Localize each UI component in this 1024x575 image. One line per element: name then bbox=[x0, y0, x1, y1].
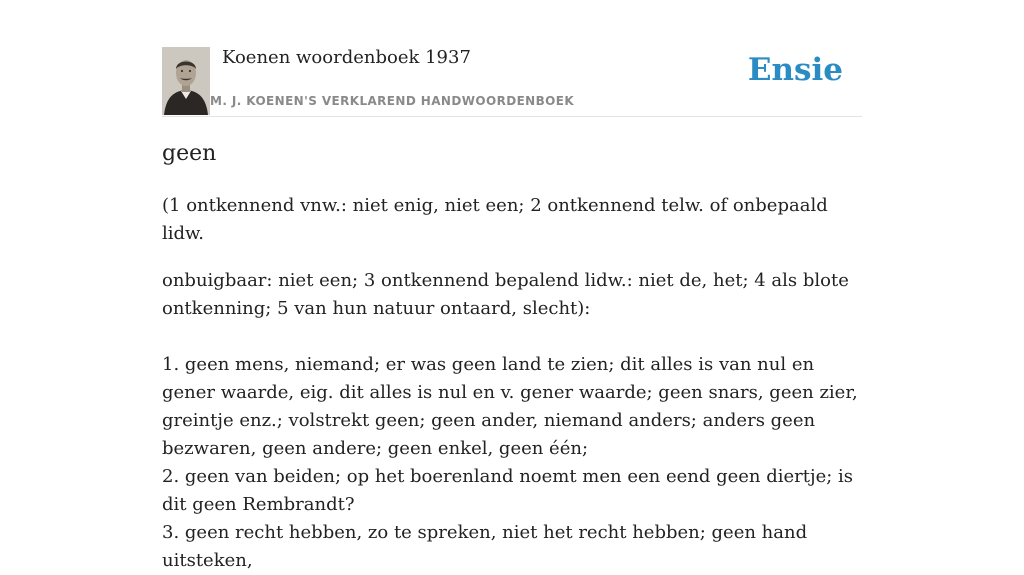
entry-sense: 1. geen mens, niemand; er was geen land te zien; dit alles is van nul en gener waarde, eig. dit alles is nul en v. gener waarde; geen snars, geen zier, greintje enz.; volstrekt geen; geen ander, niemand anders; anders geen bezwaren, geen andere; geen enkel, geen één; bbox=[162, 354, 858, 459]
dictionary-title: Koenen woordenboek 1937 bbox=[222, 47, 471, 68]
ensie-logo-link[interactable]: Ensie bbox=[747, 52, 843, 88]
dictionary-header bbox=[162, 46, 862, 117]
entry-body bbox=[162, 192, 862, 575]
entry-intro: (1 ontkennend vnw.: niet enig, niet een; 2 ontkennend telw. of onbepaald lidw. bbox=[162, 195, 828, 244]
entry-sense: 2. geen van beiden; op het boerenland noemt men een eend geen diertje; is dit geen Rembrandt? bbox=[162, 466, 854, 515]
entry-headword: geen bbox=[162, 141, 217, 166]
entry-sense: 3. geen recht hebben, zo te spreken, niet het recht hebben; geen hand uitsteken, bbox=[162, 522, 808, 571]
dictionary-subtitle: M. J. KOENEN'S VERKLAREND HANDWOORDENBOEK bbox=[210, 94, 575, 108]
entry-grammar: onbuigbaar: niet een; 3 ontkennend bepalend lidw.: niet de, het; 4 als blote ontkenning; 5 van hun natuur ontaard, slecht): bbox=[162, 270, 849, 319]
dictionary-page bbox=[162, 0, 862, 571]
author-portrait bbox=[162, 47, 210, 115]
